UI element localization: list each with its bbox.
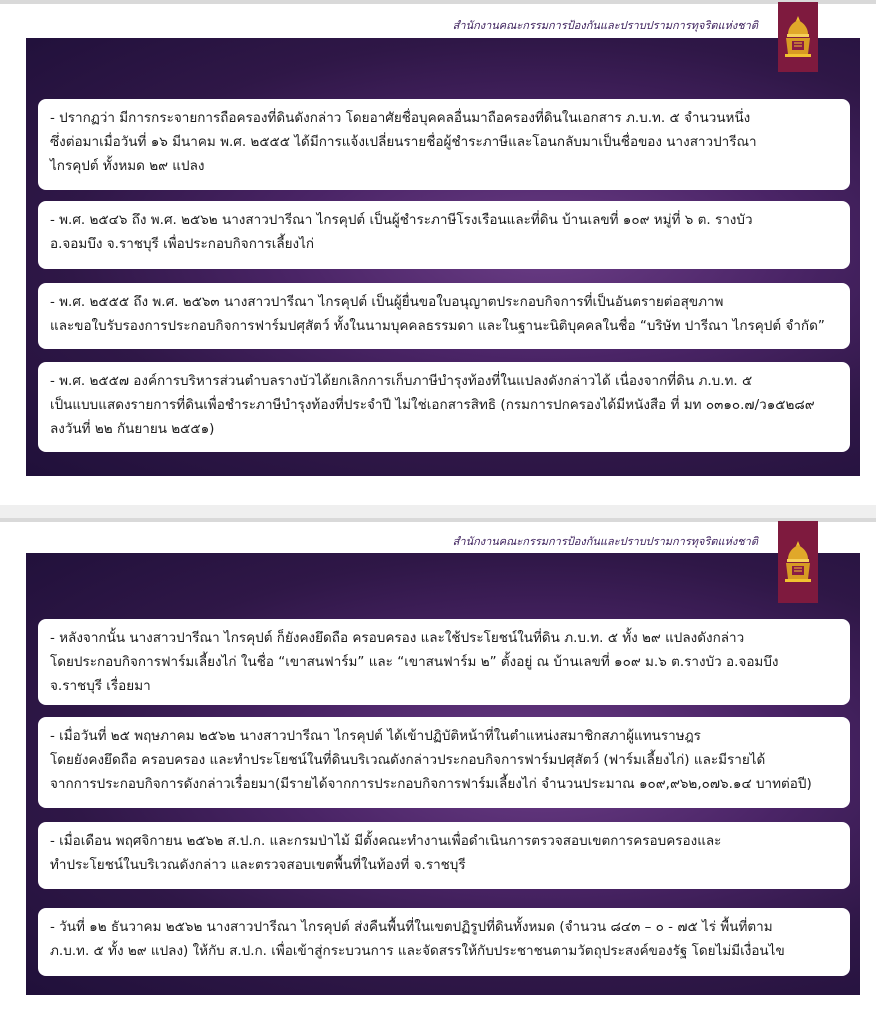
slide-top-border (0, 518, 876, 522)
text-line: - พ.ศ. ๒๕๔๖ ถึง พ.ศ. ๒๕๖๒ นางสาวปารีณา ไกรคุปต์ เป็นผู้ชำระภาษีโรงเรือนและที่ดิน บ้านเลขที่ ๑๐๙ หมู่ที่ ๖ ต. รางบัว (50, 212, 753, 228)
bullet-box-1 (38, 99, 850, 190)
text-line: โดยประกอบกิจการฟาร์มเลี้ยงไก่ ในชื่อ “เขาสนฟาร์ม” และ “เขาสนฟาร์ม ๒” ตั้งอยู่ ณ บ้านเลขที่ ๑๐๙ ม.๖ ต.รางบัว อ.จอมบึง (50, 654, 779, 670)
text-line: - พ.ศ. ๒๕๕๗ องค์การบริหารส่วนตำบลรางบัวได้ยกเลิกการเก็บภาษีบำรุงท้องที่ในแปลงดังกล่าวได้ เนื่องจากที่ดิน ภ.บ.ท. ๕ (50, 373, 753, 389)
bullet-box-4 (38, 908, 850, 976)
text-line: - พ.ศ. ๒๕๕๕ ถึง พ.ศ. ๒๕๖๓ นางสาวปารีณา ไกรคุปต์ เป็นผู้ยื่นขอใบอนุญาตประกอบกิจการที่เป็นอันตรายต่อสุขภาพ (50, 294, 724, 310)
text-line: อ.จอมบึง จ.ราชบุรี เพื่อประกอบกิจการเลี้ยงไก่ (50, 236, 315, 252)
text-line: ทำประโยชน์ในบริเวณดังกล่าว และตรวจสอบเขตพื้นที่ในท้องที่ จ.ราชบุรี (50, 857, 466, 873)
text-line: โดยยังคงยึดถือ ครอบครอง และทำประโยชน์ในที่ดินบริเวณดังกล่าวประกอบกิจการฟาร์มปศุสัตว์ (ฟาร์มเลี้ยงไก่) และมีรายได้ (50, 752, 766, 768)
slide-2 (0, 518, 876, 1024)
text-line: ภ.บ.ท. ๕ ทั้ง ๒๙ แปลง) ให้กับ ส.ป.ก. เพื่อเข้าสู่กระบวนการ และจัดสรรให้กับประชาชนตามวัตถุประสงค์ของรัฐ โดยไม่มีเงื่อนไข (50, 943, 785, 959)
text-line: และขอใบรับรองการประกอบกิจการฟาร์มปศุสัตว์ ทั้งในนามบุคคลธรรมดา และในฐานะนิติบุคคลในชื่อ “บริษัท ปารีณา ไกรคุปต์ จำกัด” (50, 318, 825, 334)
bullet-box-2 (38, 201, 850, 269)
bullet-box-1 (38, 619, 850, 705)
text-line: ไกรคุปต์ ทั้งหมด ๒๙ แปลง (50, 158, 205, 174)
nacc-emblem-icon (778, 521, 818, 603)
text-line: - เมื่อเดือน พฤศจิกายน ๒๕๖๒ ส.ป.ก. และกรมป่าไม้ มีตั้งคณะทำงานเพื่อดำเนินการตรวจสอบเขตการครอบครองและ (50, 833, 722, 849)
text-line: จ.ราชบุรี เรื่อยมา (50, 678, 151, 694)
text-line: - เมื่อวันที่ ๒๕ พฤษภาคม ๒๕๖๒ นางสาวปารีณา ไกรคุปต์ ได้เข้าปฏิบัติหน้าที่ในตำแหน่งสมาชิกสภาผู้แทนราษฎร (50, 728, 701, 744)
nacc-emblem-icon (778, 2, 818, 72)
bullet-box-3 (38, 283, 850, 349)
org-name: สำนักงานคณะกรรมการป้องกันและปราบปรามการทุจริตแห่งชาติ (452, 19, 758, 32)
text-line: จากการประกอบกิจการดังกล่าวเรื่อยมา(มีรายได้จากการประกอบกิจการฟาร์มเลี้ยงไก่ จำนวนประมาณ ๑๐๙,๙๖๒,๐๗๖.๑๔ บาทต่อปี) (50, 776, 812, 792)
text-line: - ปรากฏว่า มีการกระจายการถือครองที่ดินดังกล่าว โดยอาศัยชื่อบุคคลอื่นมาถือครองที่ดินในเอกสาร ภ.บ.ท. ๕ จำนวนหนึ่ง (50, 110, 751, 126)
bullet-box-4 (38, 362, 850, 452)
text-line: เป็นแบบแสดงรายการที่ดินเพื่อชำระภาษีบำรุงท้องที่ประจำปี ไม่ใช่เอกสารสิทธิ (กรมการปกครองได้มีหนังสือ ที่ มท ๐๓๑๐.๗/ว๑๕๒๘๙ (50, 397, 815, 413)
slide-1 (0, 0, 876, 505)
text-line: ซึ่งต่อมาเมื่อวันที่ ๑๖ มีนาคม พ.ศ. ๒๕๕๕ ได้มีการแจ้งเปลี่ยนรายชื่อผู้ชำระภาษีและโอนกลับมาเป็นชื่อของ นางสาวปารีณา (50, 134, 757, 150)
text-line: - หลังจากนั้น นางสาวปารีณา ไกรคุปต์ ก็ยังคงยึดถือ ครอบครอง และใช้ประโยชน์ในที่ดิน ภ.บ.ท. ๕ ทั้ง ๒๙ แปลงดังกล่าว (50, 630, 745, 646)
bullet-box-3 (38, 822, 850, 889)
bullet-box-2 (38, 717, 850, 808)
org-name: สำนักงานคณะกรรมการป้องกันและปราบปรามการทุจริตแห่งชาติ (452, 535, 758, 548)
slide-top-border (0, 0, 876, 4)
text-line: - วันที่ ๑๒ ธันวาคม ๒๕๖๒ นางสาวปารีณา ไกรคุปต์ ส่งคืนพื้นที่ในเขตปฏิรูปที่ดินทั้งหมด (จำนวน ๘๔๓ – ๐ - ๗๕ ไร่ พื้นที่ตาม (50, 919, 773, 935)
text-line: ลงวันที่ ๒๒ กันยายน ๒๕๕๑) (50, 421, 215, 437)
